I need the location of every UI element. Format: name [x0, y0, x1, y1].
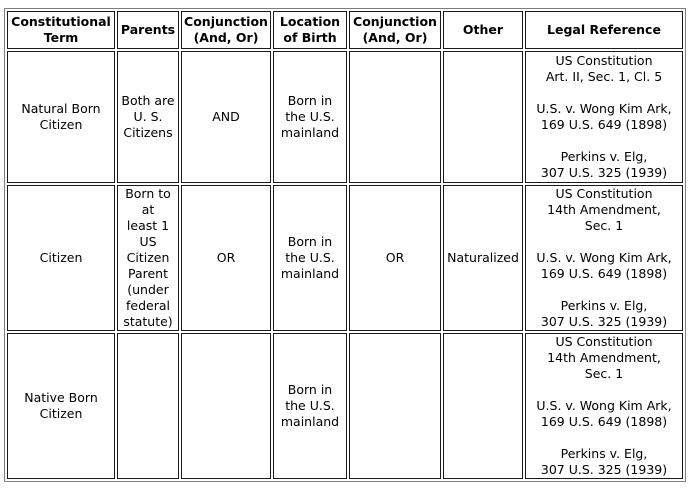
- cell-conjunction-2: [349, 51, 441, 183]
- cell-term: Natural Born Citizen: [7, 51, 115, 183]
- cell-legal-reference: US Constitution 14th Amendment, Sec. 1 U.S. v. Wong Kim Ark, 169 U.S. 649 (1898) Perkins v. Elg, 307 U.S. 325 (1939): [525, 333, 683, 479]
- header-parents: Parents: [117, 11, 179, 49]
- cell-other: [443, 333, 523, 479]
- cell-location: Born in the U.S. mainland: [273, 333, 347, 479]
- header-conjunction-2: Conjunction (And, Or): [349, 11, 441, 49]
- cell-parents: [117, 333, 179, 479]
- citizenship-terms-table: [4, 8, 686, 482]
- cell-parents: Born to at least 1 US Citizen Parent (under federal statute): [117, 185, 179, 331]
- cell-parents: Both are U. S. Citizens: [117, 51, 179, 183]
- cell-location: Born in the U.S. mainland: [273, 51, 347, 183]
- cell-legal-reference: US Constitution 14th Amendment, Sec. 1 U.S. v. Wong Kim Ark, 169 U.S. 649 (1898) Perkins v. Elg, 307 U.S. 325 (1939): [525, 185, 683, 331]
- header-other: Other: [443, 11, 523, 49]
- cell-conjunction-2: OR: [349, 185, 441, 331]
- cell-term: Native Born Citizen: [7, 333, 115, 479]
- header-legal-reference: Legal Reference: [525, 11, 683, 49]
- cell-conjunction-1: [181, 333, 271, 479]
- header-row: [7, 11, 683, 49]
- cell-legal-reference: US Constitution Art. II, Sec. 1, Cl. 5 U.S. v. Wong Kim Ark, 169 U.S. 649 (1898) Perkins v. Elg, 307 U.S. 325 (1939): [525, 51, 683, 183]
- header-constitutional-term: Constitutional Term: [7, 11, 115, 49]
- table-row: [7, 333, 683, 479]
- table-header: [7, 11, 683, 49]
- header-location-of-birth: Location of Birth: [273, 11, 347, 49]
- cell-other: Naturalized: [443, 185, 523, 331]
- table-row: [7, 51, 683, 183]
- cell-conjunction-1: AND: [181, 51, 271, 183]
- cell-term: Citizen: [7, 185, 115, 331]
- cell-conjunction-2: [349, 333, 441, 479]
- cell-other: [443, 51, 523, 183]
- header-conjunction-1: Conjunction (And, Or): [181, 11, 271, 49]
- table-row: [7, 185, 683, 331]
- table-body: [7, 51, 683, 479]
- cell-location: Born in the U.S. mainland: [273, 185, 347, 331]
- cell-conjunction-1: OR: [181, 185, 271, 331]
